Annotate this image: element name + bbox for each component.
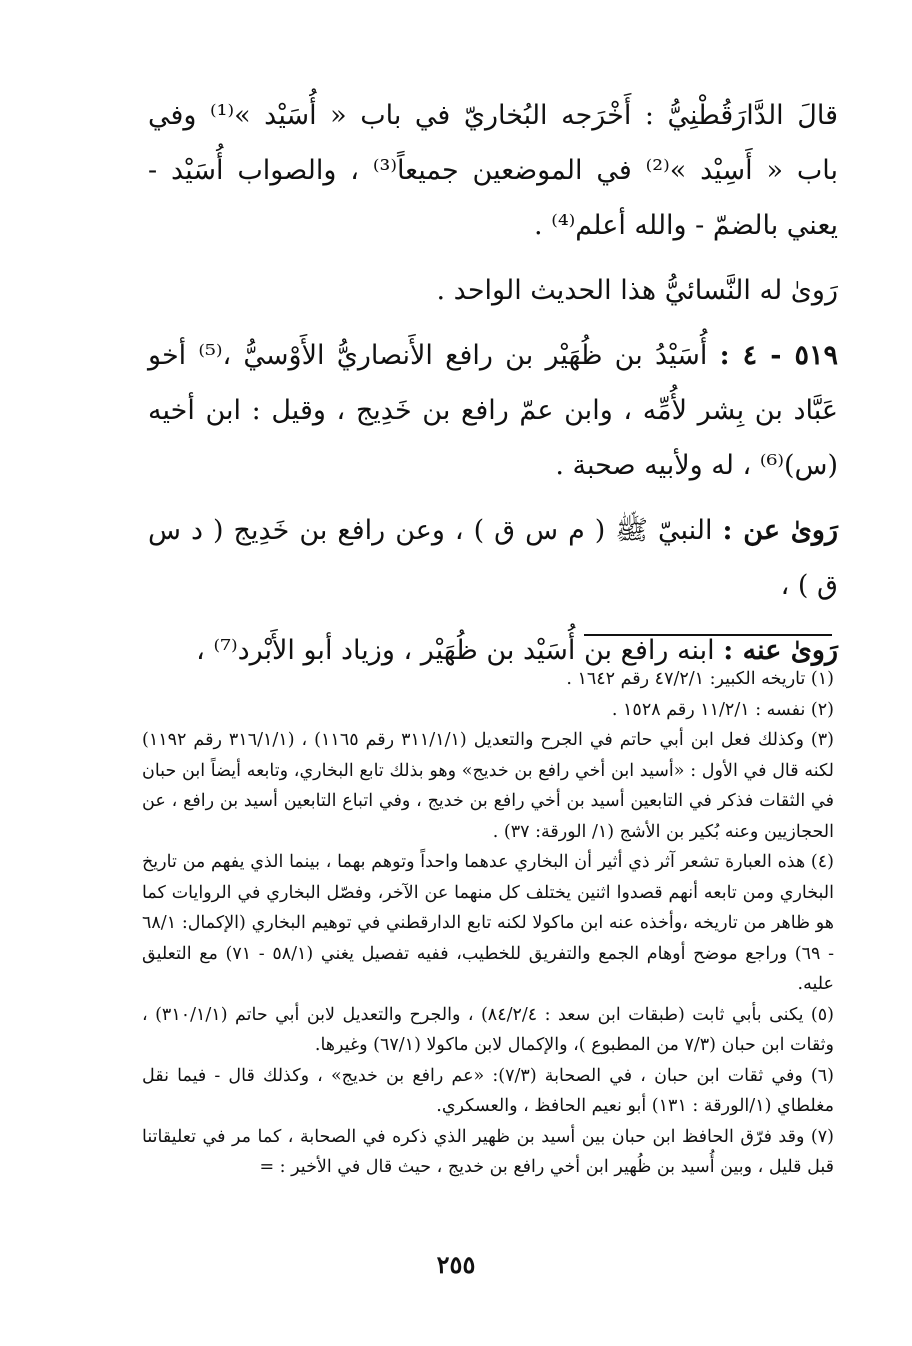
footnote-4: (٤) هذه العبارة تشعر آثر ذي أثير أن البخاري عدهما واحداً وتوهم بهما ، بينما الذي يفهم من تاريخ البخاري ومن تابعه أنهم قصدوا اثنين يختلف كل منهما عن الآخر، وفصّل البخاري في الروايات كما هو ظاهر من تاريخه ،وأخذه عنه ابن ماكولا لكنه تابع الدارقطني في توهيم البخاري (الإكمال: ٦٨/١ - ٦٩) وراجع موضح أوهام الجمع والتفريق للخطيب، ففيه تفصيل يغني (٥٨/١ - ٧١) مع التعليق عليه. bbox=[142, 852, 834, 994]
main-paragraph-2: رَوىٰ له النَّسائيُّ هذا الحديث الواحد . bbox=[436, 275, 838, 306]
main-text bbox=[148, 88, 838, 686]
narrated-by-text: ابنه رافع بن أُسَيْد بن ظُهَيْر ، وزياد أبو الأَبْرد⁽⁷⁾ ، bbox=[196, 635, 715, 666]
footnote-6: (٦) وفي ثقات ابن حبان ، في الصحابة (٧/٣): «عم رافع بن خديج» ، وكذلك قال - فيما نقل مغلطاي (١/الورقة : ١٣١) أبو نعيم الحافظ ، والعسكري. bbox=[142, 1065, 834, 1116]
footnote-5: (٥) يكنى بأبي ثابت (طبقات ابن سعد : ٨٤/٢/٤) ، والجرح والتعديل لابن أبي حاتم (٣١٠/١/١) ، وثقات ابن حبان (٧/٣ من المطبوع )، والإكمال لابن ماكولا (٦٧/١) وغيرها. bbox=[142, 1004, 834, 1055]
footnote-divider bbox=[584, 634, 832, 636]
footnote-2: (٢) نفسه : ١١/٢/١ رقم ١٥٢٨ . bbox=[611, 699, 834, 720]
narrated-from-label: رَوىٰ عن : bbox=[722, 515, 838, 546]
footnote-3: (٣) وكذلك فعل ابن أبي حاتم في الجرح والتعديل (٣١١/١/١ رقم ١١٦٥) ، (٣١٦/١/١ رقم ١١٩٢) لكنه قال في الأول : «أسيد ابن أخي رافع بن خديج» وهو بذلك تابع البخاري، وتابعه أيضاً ابن حبان في الثقات فذكر في التابعين أسيد بن أخي رافع بن خديج ، وفي اتباع التابعين أسيد بن رافع ، عن الحجازيين وعنه بُكير بن الأشج (١/ الورقة: ٣٧) . bbox=[142, 730, 834, 842]
narrated-from-paragraph bbox=[148, 503, 838, 613]
narrated-from-text: النبيّ ﷺ ( م س ق ) ، وعن رافع بن خَدِيج ( د س ق ) ، bbox=[148, 515, 838, 601]
footnote-7: (٧) وقد فرّق الحافظ ابن حبان بين أسيد بن ظهير الذي ذكره في الصحابة ، كما مر في تعليقاتنا قبل قليل ، وبين أُسيد بن ظُهير ابن أخي رافع بن خديج ، حيث قال في الأخير : = bbox=[142, 1126, 834, 1177]
entry-text: أُسَيْدُ بن ظُهَيْر بن رافع الأَنصاريُّ الأَوْسيُّ ،⁽⁵⁾ أخو عَبَّاد بن بِشر لأُمِّه ، وابن عمّ رافع بن خَدِيج ، وقيل : ابن أخيه (س)⁽⁶⁾ ، له ولأبيه صحبة . bbox=[148, 340, 838, 481]
entry-paragraph bbox=[148, 328, 838, 493]
entry-number: ٥١٩ - ٤ : bbox=[719, 340, 838, 371]
footnotes bbox=[142, 664, 834, 1183]
main-paragraph-1: قالَ الدَّارَقُطْنِيُّ : أَخْرَجه البُخاريّ في باب « أُسَيْد »⁽¹⁾ وفي باب « أَسِيْد »⁽²⁾ في الموضعين جميعاً⁽³⁾ ، والصواب أُسَيْد - يعني بالضمّ - والله أعلم⁽⁴⁾ . bbox=[148, 100, 839, 241]
page-number: ٢٥٥ bbox=[436, 1250, 476, 1279]
narrated-by-label: رَوىٰ عنه : bbox=[723, 635, 838, 666]
footnote-1: (١) تاريخه الكبير: ٤٧/٢/١ رقم ١٦٤٢ . bbox=[566, 669, 834, 689]
